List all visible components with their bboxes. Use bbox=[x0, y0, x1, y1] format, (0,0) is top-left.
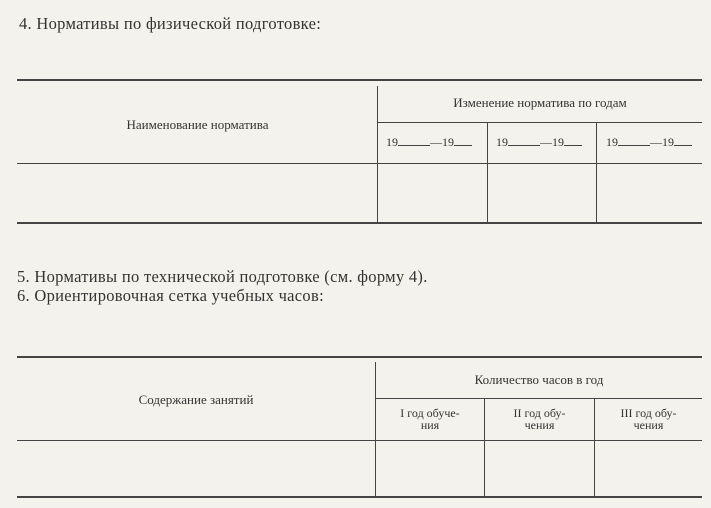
table2-bottom-rule bbox=[17, 496, 702, 498]
table1-header-rule bbox=[17, 163, 702, 164]
year3-line2: чения bbox=[633, 418, 664, 432]
table2-subheader-rule bbox=[375, 398, 702, 399]
table2-content-header: Содержание занятий bbox=[138, 392, 254, 407]
section-6-heading: 6. Ориентировочная сетка учебных часов: bbox=[17, 286, 324, 305]
year-separator: —19 bbox=[650, 135, 674, 149]
year-blank bbox=[564, 135, 582, 146]
year-separator: —19 bbox=[430, 135, 454, 149]
table1-year-range-3 bbox=[606, 135, 692, 150]
year-prefix: 19 bbox=[606, 135, 618, 149]
year2-line1: II год обу- bbox=[513, 406, 566, 420]
table2-hours-header: Количество часов в год bbox=[474, 372, 604, 387]
table1-year-range-1 bbox=[386, 135, 472, 150]
table1-change-header: Изменение норматива по годам bbox=[453, 95, 627, 110]
year-separator: —19 bbox=[540, 135, 564, 149]
year-blank bbox=[398, 135, 430, 146]
table2-top-rule bbox=[17, 356, 702, 358]
table2-year1 bbox=[376, 407, 484, 431]
year-blank bbox=[454, 135, 472, 146]
table1-col-divider-1 bbox=[487, 122, 488, 222]
table2-header-rule bbox=[17, 440, 702, 441]
year-blank bbox=[674, 135, 692, 146]
year1-line1: I год обуче- bbox=[400, 406, 460, 420]
section-5-heading: 5. Нормативы по технической подготовке (см. форму 4). bbox=[17, 267, 428, 286]
year3-line1: III год обу- bbox=[620, 406, 677, 420]
table1-name-header: Наименование норматива bbox=[126, 117, 269, 132]
table1-bottom-rule bbox=[17, 222, 702, 224]
table1-subheader-rule bbox=[377, 122, 702, 123]
year-blank bbox=[618, 135, 650, 146]
year-prefix: 19 bbox=[496, 135, 508, 149]
table1-col-divider-2 bbox=[596, 122, 597, 222]
year2-line2: чения bbox=[524, 418, 555, 432]
table2-year2 bbox=[485, 407, 594, 431]
section-4-heading: 4. Нормативы по физической подготовке: bbox=[19, 14, 322, 33]
year-blank bbox=[508, 135, 540, 146]
year1-line2: ния bbox=[420, 418, 440, 432]
table1-year-range-2 bbox=[496, 135, 582, 150]
table2-year3 bbox=[595, 407, 702, 431]
year-prefix: 19 bbox=[386, 135, 398, 149]
table1-top-rule bbox=[17, 79, 702, 81]
